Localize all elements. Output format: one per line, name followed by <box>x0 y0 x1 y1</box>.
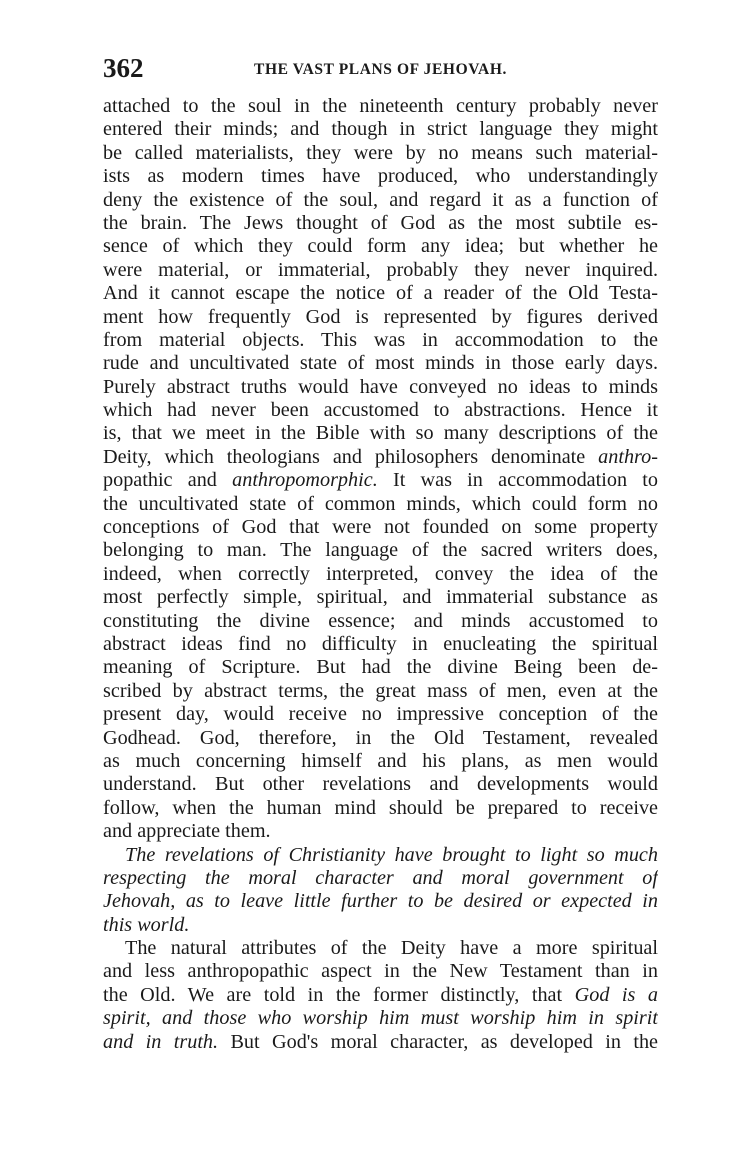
paragraph <box>103 95 658 844</box>
text-line: The natural attributes of the Deity have a more spiritual <box>125 937 658 960</box>
paragraph <box>103 937 658 1054</box>
italic-text: anthro- <box>598 445 658 468</box>
text-line <box>103 1007 658 1030</box>
page-header <box>103 50 658 86</box>
italic-text: and in truth. <box>103 1030 219 1053</box>
text-line: scribed by abstract terms, the great mass of men, even at the <box>103 679 658 702</box>
text-line: Jehovah, as to leave little further to be desired or expected in <box>103 890 658 913</box>
text-line: were material, or immaterial, probably they never inquired. <box>103 258 658 281</box>
text-line: constituting the divine essence; and minds accustomed to <box>103 609 658 632</box>
text-line: follow, when the human mind should be prepared to receive <box>103 796 658 819</box>
text-line: belonging to man. The language of the sacred writers does, <box>103 539 658 562</box>
text-line: understand. But other revelations and developments would <box>103 773 658 796</box>
text-line: from material objects. This was in accommodation to the <box>103 328 658 351</box>
italic-text: God is a <box>574 983 658 1006</box>
text-line: rude and uncultivated state of most minds in those early days. <box>103 352 658 375</box>
text-line: Godhead. God, therefore, in the Old Testament, revealed <box>103 726 658 749</box>
running-head: THE VAST PLANS OF JEHOVAH. <box>254 61 507 78</box>
text-line: conceptions of God that were not founded on some property <box>103 516 658 539</box>
text-line: deny the existence of the soul, and regard it as a function of <box>103 188 658 211</box>
text-line: attached to the soul in the nineteenth century probably never <box>103 95 658 117</box>
text-line: popathic and anthropomorphic. It was in accommodation to <box>103 469 658 492</box>
page-number: 362 <box>103 53 144 83</box>
text-line: respecting the moral character and moral government of <box>103 866 658 889</box>
text-line: sence of which they could form any idea; but whether he <box>103 235 658 258</box>
text-line: be called materialists, they were by no means such material- <box>103 141 658 164</box>
text-line: and less anthropopathic aspect in the New Testament than in <box>103 960 658 983</box>
italic-text: spirit, and those who worship him must worship him in spirit <box>103 1007 658 1030</box>
text-line: ists as modern times have produced, who understandingly <box>103 165 658 188</box>
text-line: present day, would receive no impressive conception of the <box>103 703 658 726</box>
italic-text: anthropomorphic. <box>232 469 378 492</box>
text-line: indeed, when correctly interpreted, convey the idea of the <box>103 562 658 585</box>
text-line: is, that we meet in the Bible with so many descriptions of the <box>103 422 658 445</box>
body-text <box>103 95 658 1054</box>
text-line: most perfectly simple, spiritual, and immaterial substance as <box>103 586 658 609</box>
text-line: and appreciate them. <box>103 820 271 843</box>
text-line: as much concerning himself and his plans, as men would <box>103 749 658 772</box>
text-line: meaning of Scripture. But had the divine Being been de- <box>103 656 658 679</box>
text-line: which had never been accustomed to abstractions. Hence it <box>103 399 658 422</box>
text-line: abstract ideas find no difficulty in enucleating the spiritual <box>103 632 658 655</box>
text-line: the brain. The Jews thought of God as the most subtile es- <box>103 211 658 234</box>
text-line: And it cannot escape the notice of a reader of the Old Testa- <box>103 282 658 305</box>
italic-paragraph <box>103 844 658 938</box>
text-line: the uncultivated state of common minds, which could form no <box>103 492 658 515</box>
text-line: this world. <box>103 913 190 936</box>
text-line: the Old. We are told in the former distinctly, that God is a <box>103 983 658 1006</box>
text-line: and in truth. But God's moral character, as developed in the <box>103 1030 658 1053</box>
text-line: Deity, which theologians and philosophers denominate anthro- <box>103 445 658 468</box>
text-line: ment how frequently God is represented by figures derived <box>103 305 658 328</box>
text-line: entered their minds; and though in strict language they might <box>103 118 658 141</box>
text-line: The revelations of Christianity have brought to light so much <box>125 843 658 866</box>
text-line: Purely abstract truths would have conveyed no ideas to minds <box>103 375 658 398</box>
